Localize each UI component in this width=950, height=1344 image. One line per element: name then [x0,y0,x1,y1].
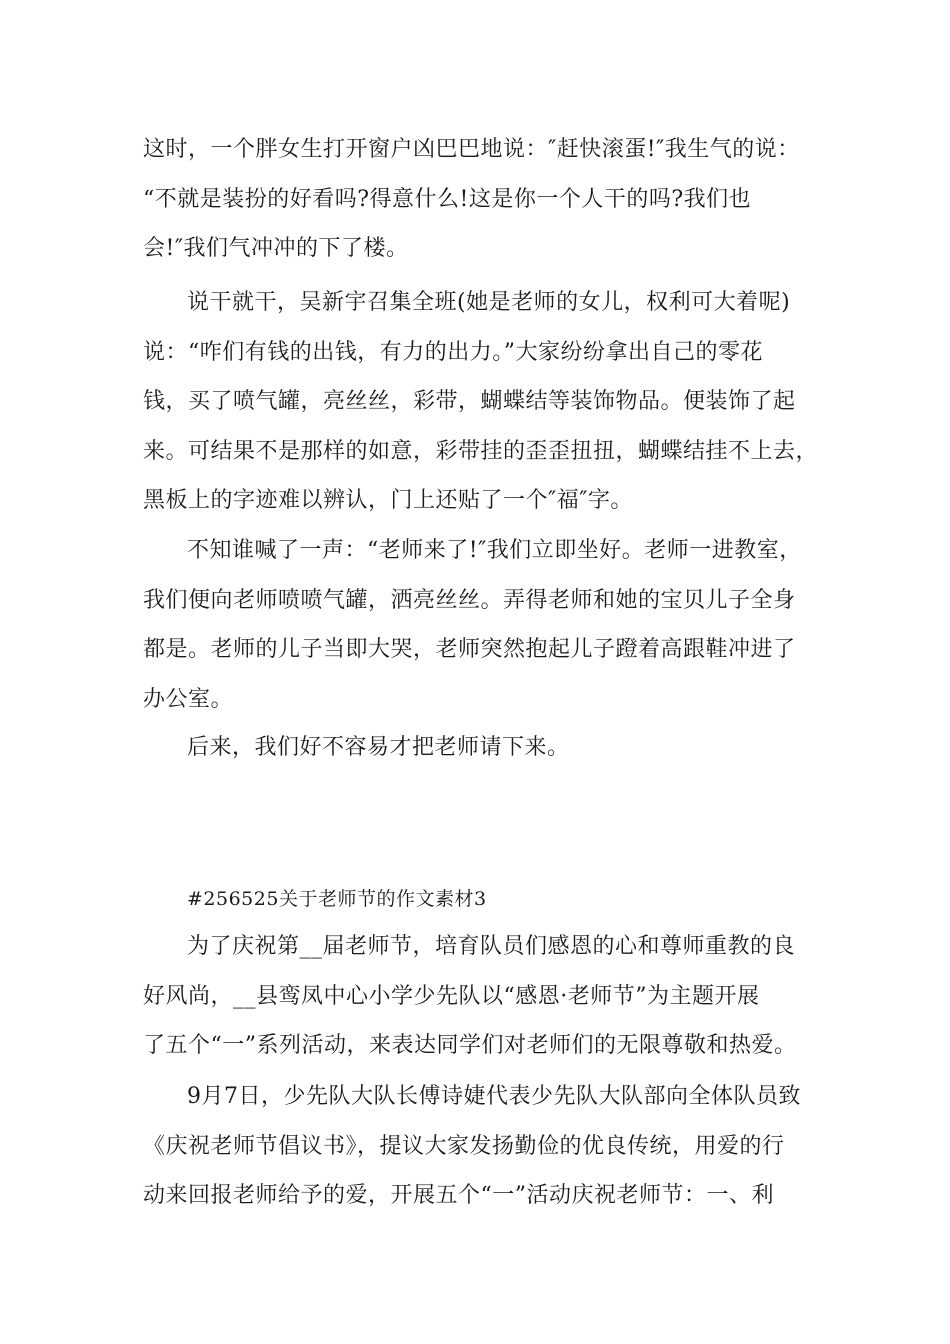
paragraph-6 [143,1072,823,1221]
paragraph-line: 说干就干，吴新宇召集全班(她是老师的女儿，权利可大着呢) [187,290,791,315]
paragraph-line: 说：“咋们有钱的出钱，有力的出力。”大家纷纷拿出自己的零花 [143,339,763,365]
paragraph-line: 黑板上的字迹难以辨认，门上还贴了一个″福″字。 [143,488,633,513]
paragraph-5 [143,922,823,1071]
paragraph-line: 9月7日，少先队大队长傅诗婕代表少先队大队部向全体队员致 [187,1084,801,1109]
paragraph-4 [143,723,823,773]
paragraph-2 [143,278,823,526]
paragraph-line: 钱，买了喷气罐，亮丝丝，彩带，蝴蝶结等装饰物品。便装饰了起 [143,389,796,414]
paragraph-line: 动来回报老师给予的爱，开展五个“一”活动庆祝老师节：一、利 [143,1183,774,1208]
paragraph-line: 为了庆祝第__届老师节，培育队员们感恩的心和尊师重教的良 [187,934,796,959]
paragraph-line: 后来，我们好不容易才把老师请下来。 [187,735,570,760]
paragraph-1 [143,125,823,274]
paragraph-line: 办公室。 [143,686,234,712]
section-heading: #256525关于老师节的作文素材3 [187,888,487,910]
paragraph-line: 了五个“一”系列活动，来表达同学们对老师们的无限尊敬和热爱。 [143,1033,797,1058]
paragraph-line: 都是。老师的儿子当即大哭，老师突然抱起儿子蹬着高跟鞋冲进了 [143,637,796,662]
paragraph-line: 《庆祝老师节倡议书》，提议大家发扬勤俭的优良传统，用爱的行 [143,1133,785,1159]
paragraph-line: 来。可结果不是那样的如意，彩带挂的歪歪扭扭，蝴蝶结挂不上去， [143,438,819,464]
paragraph-line: 会!″我们气冲冲的下了楼。 [143,236,409,261]
paragraph-line: 不知谁喊了一声：“老师来了!″我们立即坐好。老师一进教室， [187,538,802,563]
paragraph-3 [143,526,823,724]
paragraph-line: 这时，一个胖女生打开窗户凶巴巴地说：″赶快滚蛋!″我生气的说： [143,137,800,162]
paragraph-line: 好风尚，__县鸾凤中心小学少先队以“感恩·老师节”为主题开展 [143,983,760,1009]
paragraph-line: “不就是装扮的好看吗?得意什么!这是你一个人干的吗?我们也 [143,186,752,212]
paragraph-line: 我们便向老师喷喷气罐，洒亮丝丝。弄得老师和她的宝贝儿子全身 [143,587,796,613]
